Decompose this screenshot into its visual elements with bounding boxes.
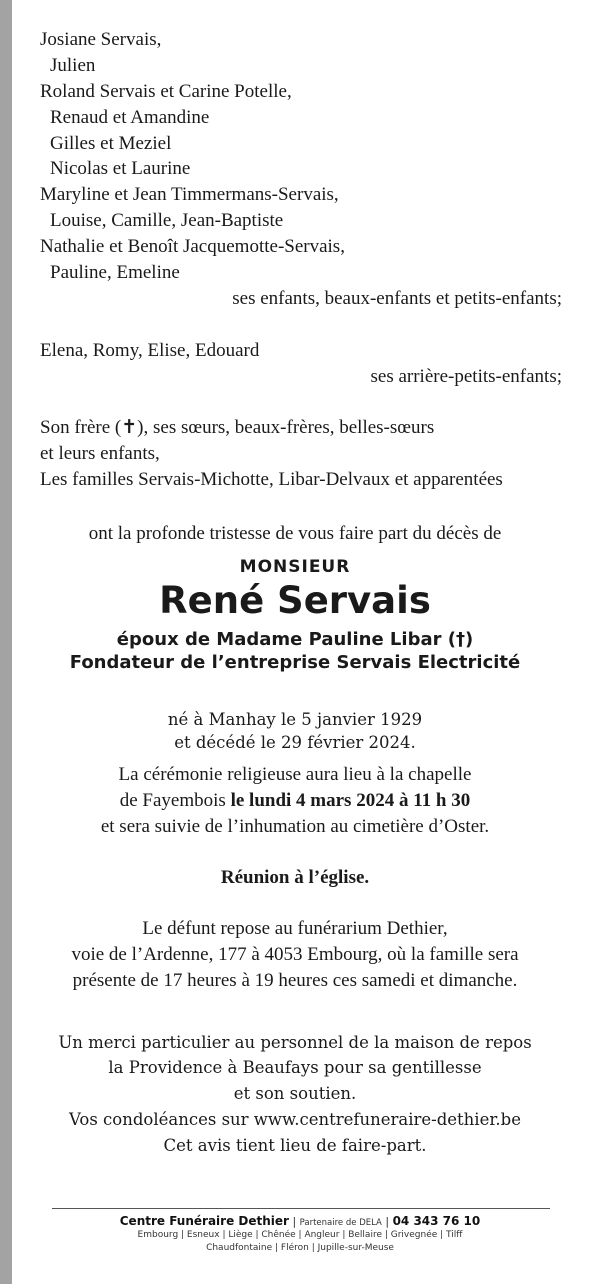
ceremony-line: La cérémonie religieuse aura lieu à la chapelle	[118, 764, 472, 785]
family-line: Julien	[50, 55, 96, 76]
thanks-line: Un merci particulier au personnel de la maison de repos	[58, 1033, 532, 1052]
ceremony-place: de Fayembois	[119, 790, 231, 811]
family-line: Maryline et Jean Timmermans-Servais,	[40, 184, 339, 205]
repose-line: voie de l’Ardenne, 177 à 4053 Embourg, où la famille sera	[71, 944, 519, 965]
deceased-name: René Servais	[159, 579, 431, 622]
phone-number: 04 343 76 10	[392, 1214, 481, 1228]
ceremony-date: le lundi 4 mars 2024 à 11 h 30	[230, 790, 471, 811]
footer-towns: Chaudfontaine | Fléron | Jupille-sur-Meuse	[206, 1243, 394, 1253]
family-line: Renaud et Amandine	[50, 107, 210, 128]
family-line: Pauline, Emeline	[50, 262, 180, 283]
condolences-line: Vos condoléances sur www.centrefuneraire-dethier.be	[69, 1110, 521, 1129]
footer-header: Centre Funéraire Dethier | Partenaire de DELA | 04 343 76 10	[119, 1214, 481, 1228]
family-line: et leurs enfants,	[40, 443, 160, 464]
profession-line: Fondateur de l’entreprise Servais Electricité	[69, 652, 521, 673]
footer-towns: Embourg | Esneux | Liège | Chênée | Angleur | Bellaire | Grivegnée | Tilff	[137, 1230, 463, 1240]
family-line: Les familles Servais-Michotte, Libar-Delvaux et apparentées	[40, 469, 503, 490]
family-line: Nathalie et Benoît Jacquemotte-Servais,	[40, 236, 345, 257]
honorific: MONSIEUR	[239, 557, 351, 577]
thanks-line: et son soutien.	[233, 1084, 357, 1103]
footer-divider	[52, 1208, 550, 1209]
announcement: ont la profonde tristesse de vous faire part du décès de	[88, 523, 502, 544]
death-line: et décédé le 29 février 2024.	[174, 733, 416, 752]
family-line: Nicolas et Laurine	[50, 158, 191, 179]
family-line: Gilles et Meziel	[50, 133, 172, 154]
reunion-line: Réunion à l’église.	[220, 867, 370, 888]
family-line: Roland Servais et Carine Potelle,	[40, 81, 292, 102]
repose-line: Le défunt repose au funérarium Dethier,	[142, 918, 448, 939]
family-relation-line: ses arrière-petits-enfants;	[370, 366, 562, 387]
repose-line: présente de 17 heures à 19 heures ces samedi et dimanche.	[72, 970, 518, 991]
family-line: Elena, Romy, Elise, Edouard	[40, 340, 260, 361]
family-line: Louise, Camille, Jean-Baptiste	[50, 210, 284, 231]
spouse-line: époux de Madame Pauline Libar (†)	[116, 629, 474, 650]
partner-text: Partenaire de DELA	[299, 1218, 382, 1228]
thanks-line: la Providence à Beaufays pour sa gentillesse	[108, 1058, 482, 1077]
family-line: Josiane Servais,	[40, 29, 162, 50]
family-line: Son frère (✝), ses sœurs, beaux-frères, belles-sœurs	[40, 417, 435, 438]
family-relation-line: ses enfants, beaux-enfants et petits-enfants;	[232, 288, 562, 309]
faire-part-line: Cet avis tient lieu de faire-part.	[163, 1136, 427, 1155]
ceremony-line	[0, 791, 590, 811]
birth-line: né à Manhay le 5 janvier 1929	[167, 710, 423, 729]
ceremony-line: et sera suivie de l’inhumation au cimetière d’Oster.	[100, 816, 490, 837]
funeral-home-name: Centre Funéraire Dethier	[119, 1214, 289, 1228]
